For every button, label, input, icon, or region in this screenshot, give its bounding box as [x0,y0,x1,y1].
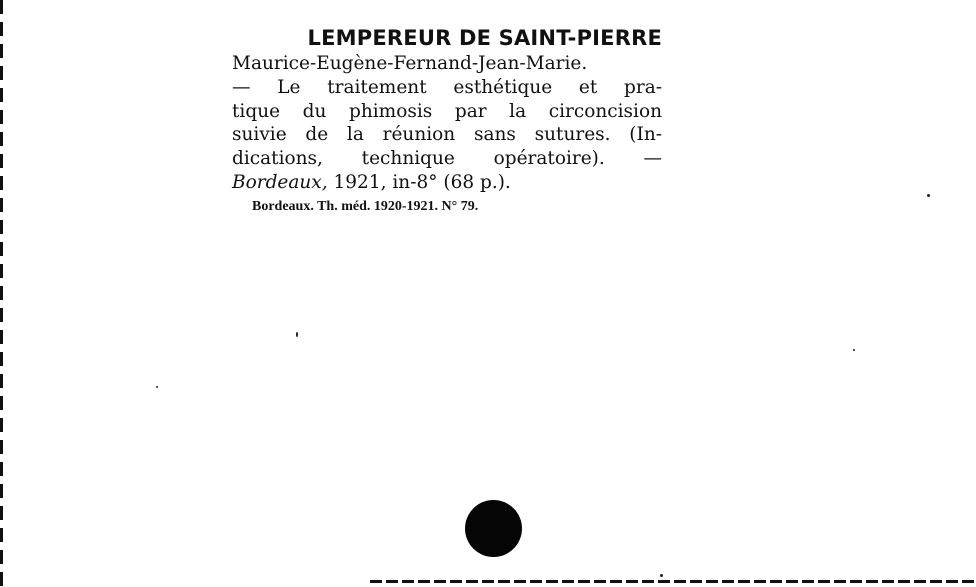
speck-5 [660,574,663,577]
author-given-names: Maurice-Eugène-Fernand-Jean-Marie. [232,53,588,74]
speck-2 [296,332,298,337]
imprint-line [232,171,662,195]
title-line-3: suivie de la réunion sans sutures. (In- [232,124,662,146]
card-left-edge [0,0,3,587]
title-line-2: tique du phimosis par la circoncision [232,100,662,122]
speck-3 [156,386,158,388]
imprint-city: Bordeaux, [232,171,328,193]
catalog-entry [232,24,662,215]
author-heading: LEMPEREUR DE SAINT-PIERRE [307,26,662,50]
speck-1 [927,194,930,197]
thesis-note: Bordeaux. Th. méd. 1920-1921. N° 79. [252,198,479,214]
speck-4 [853,349,855,351]
imprint-details: 1921, in-8° (68 p.). [327,171,511,193]
title-line-4: dications, technique opératoire). — [232,148,662,170]
punch-hole [465,500,522,557]
title-line-1: — Le traitement esthétique et pra- [232,76,662,98]
card-bottom-edge [370,580,976,583]
